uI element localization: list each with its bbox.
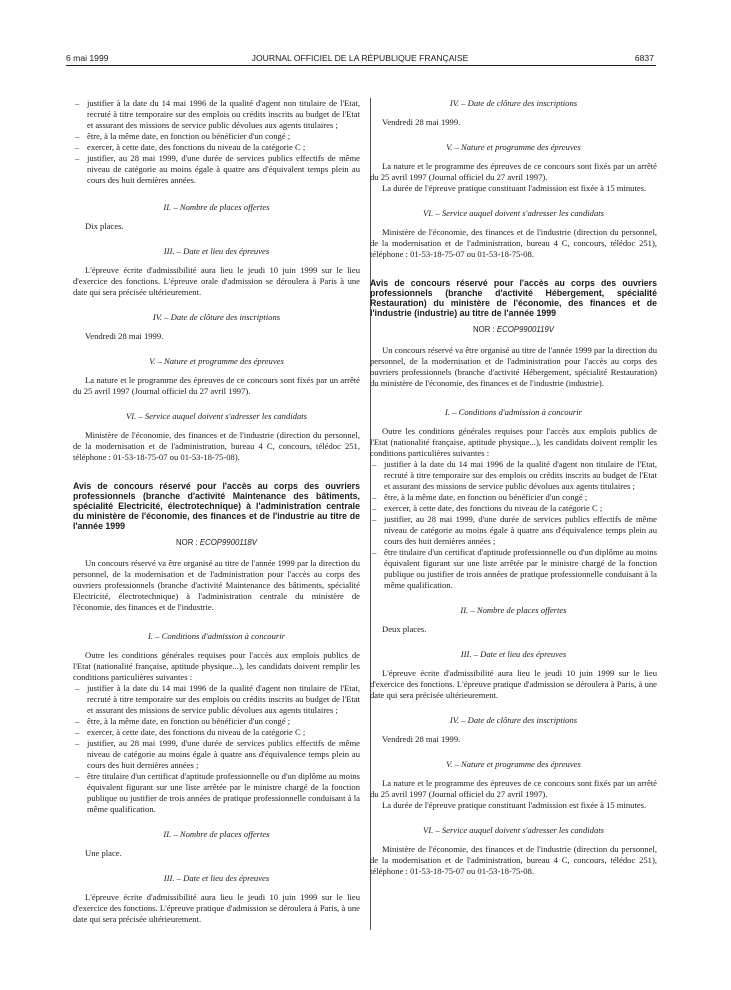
list-item: – être titulaire d'un certificat d'aptitude professionnelle ou d'un diplôme au moins équivalent figurant sur une liste arrêtée par le ministre chargé de la fonction publique ou justifier de trois années de pratique professionnelle conduisant à la même qualification. bbox=[372, 547, 657, 590]
list-item: – être, à la même date, en fonction ou bénéficier d'un congé ; bbox=[75, 716, 291, 726]
paragraph: La nature et le programme des épreuves de ce concours sont fixés par un arrêté du 25 avril 1997 (Journal officiel du 27 avril 1997). bbox=[370, 161, 657, 182]
paragraph: Vendredi 28 mai 1999. bbox=[382, 117, 461, 127]
section-heading: III. – Date et lieu des épreuves bbox=[460, 649, 567, 659]
section-heading: IV. – Date de clôture des inscriptions bbox=[449, 715, 578, 725]
section-heading: VI. – Service auquel doivent s'adresser les candidats bbox=[423, 825, 604, 835]
section-heading: V. – Nature et programme des épreuves bbox=[446, 142, 581, 152]
section-heading: VI. – Service auquel doivent s'adresser les candidats bbox=[423, 208, 604, 218]
list-item: – justifier à la date du 14 mai 1996 de la qualité d'agent non titulaire de l'Etat, recruté à titre temporaire sur des emplois ou crédits inscrits au budget de l'Etat et assurant des missions de service public dévolues aux agents titulaires ; bbox=[75, 683, 360, 715]
nor-reference: NOR : ECOP9900119V bbox=[473, 325, 554, 334]
list-item: – justifier, au 28 mai 1999, d'une durée de services publics effectifs de même niveau de catégorie au moins égale à quatre ans d'équivalent temps plein au cours des huit dernières années. bbox=[75, 153, 360, 185]
bullet-list-top bbox=[73, 98, 360, 186]
paragraph: Outre les conditions générales requises pour l'accès aux emplois publics de l'Etat (nationalité française, aptitude physique...), les candidats doivent remplir les conditions particulières suivantes : bbox=[73, 650, 360, 682]
section-heading: II. – Nombre de places offertes bbox=[163, 829, 270, 839]
header-page-number: 6837 bbox=[634, 53, 654, 63]
notice-title: Avis de concours réservé pour l'accès au corps des ouvriers professionnels (branche d'activité Hébergement, spécialité Restauration) du ministère de l'économie, des finances et de l'industrie (industrie) au titre de l'année 1999 bbox=[370, 278, 657, 318]
list-item: – exercer, à cette date, des fonctions du niveau de la catégorie C ; bbox=[75, 142, 306, 152]
section-heading: II. – Nombre de places offertes bbox=[460, 605, 567, 615]
paragraph: Un concours réservé va être organisé au titre de l'année 1999 par la direction du personnel, de la modernisation et de l'administration pour l'accès au corps des ouvriers professionnels (branche d'activité Hébergement, spécialité Restauration) du ministère de l'économie, des finances et de l'industrie (industrie). bbox=[370, 345, 657, 388]
list-item: – exercer, à cette date, des fonctions du niveau de la catégorie C ; bbox=[75, 727, 306, 737]
paragraph: Vendredi 28 mai 1999. bbox=[85, 331, 164, 341]
paragraph: Une place. bbox=[85, 848, 122, 858]
list-item: – exercer, à cette date, des fonctions du niveau de la catégorie C ; bbox=[372, 503, 603, 513]
page-header bbox=[66, 53, 654, 65]
paragraph: La durée de l'épreuve pratique constituant l'admission est fixée à 15 minutes. bbox=[382, 183, 647, 193]
left-column bbox=[73, 98, 360, 925]
paragraph: La durée de l'épreuve pratique constituant l'admission est fixée à 15 minutes. bbox=[382, 800, 647, 810]
bullet-list bbox=[73, 683, 360, 815]
paragraph: La nature et le programme des épreuves de ce concours sont fixés par un arrêté du 25 avril 1997 (Journal officiel du 27 avril 1997). bbox=[73, 375, 360, 396]
list-item: – être titulaire d'un certificat d'aptitude professionnelle ou d'un diplôme au moins équivalent figurant sur une liste arrêtée par le ministre chargé de la fonction publique ou justifier de trois années de pratique professionnelle conduisant à la même qualification. bbox=[75, 771, 360, 814]
paragraph: L'épreuve écrite d'admissibilité aura lieu le jeudi 10 juin 1999 sur le lieu d'exercice des fonctions. L'épreuve pratique d'admission se déroulera à Paris, à une date qui sera précisée ultérieurement. bbox=[370, 668, 657, 700]
section-heading: III. – Date et lieu des épreuves bbox=[163, 246, 270, 256]
paragraph: L'épreuve écrite d'admissibilité aura lieu le jeudi 10 juin 1999 sur le lieu d'exercice des fonctions. L'épreuve pratique d'admission se déroulera à Paris, à une date qui sera précisée ultérieurement. bbox=[73, 892, 360, 924]
paragraph: Vendredi 28 mai 1999. bbox=[382, 734, 461, 744]
header-date: 6 mai 1999 bbox=[66, 53, 109, 63]
notice-title: Avis de concours réservé pour l'accès au corps des ouvriers professionnels (branche d'activité Maintenance des bâtiments, spécialité Electricité, électrotechnique) à l'administration centrale du ministère de l'économie, des finances et de l'industrie au titre de l'année 1999 bbox=[73, 481, 360, 531]
list-item: – justifier à la date du 14 mai 1996 de la qualité d'agent non titulaire de l'Etat, recruté à titre temporaire sur des emplois ou crédits inscrits au budget de l'Etat et assurant des missions de service public dévolues aux agents titulaires ; bbox=[372, 459, 657, 491]
list-item: – justifier, au 28 mai 1999, d'une durée de services publics effectifs de même niveau de catégorie au moins égale à quatre ans d'équivalence temps plein au cours des huit dernières années ; bbox=[75, 738, 360, 770]
list-item: – être, à la même date, en fonction ou bénéficier d'un congé ; bbox=[372, 492, 588, 502]
paragraph: Deux places. bbox=[382, 624, 427, 634]
list-item: – justifier à la date du 14 mai 1996 de la qualité d'agent non titulaire de l'Etat, recruté à titre temporaire sur des emplois ou crédits inscrits au budget de l'Etat et assurant des missions de service public dévolues aux agents titulaires ; bbox=[75, 98, 360, 130]
paragraph: Outre les conditions générales requises pour l'accès aux emplois publics de l'Etat (nationalité française, aptitude physique...), les candidats doivent remplir les conditions particulières suivantes : bbox=[370, 426, 657, 458]
section-heading: II. – Nombre de places offertes bbox=[163, 202, 270, 212]
list-item: – justifier, au 28 mai 1999, d'une durée de services publics effectifs de même niveau de catégorie au moins égale à quatre ans d'équivalence temps plein au cours des huit dernières années ; bbox=[372, 514, 657, 546]
section-heading: V. – Nature et programme des épreuves bbox=[149, 356, 284, 366]
paragraph: Ministère de l'économie, des finances et de l'industrie (direction du personnel, de la modernisation et de l'administration, bureau 4 C, concours, télédoc 251, téléphone : 01-53-18-75-07 ou 01-53-18-75-08). bbox=[73, 430, 360, 462]
paragraph: Ministère de l'économie, des finances et de l'industrie (direction du personnel, de la modernisation et de l'administration, bureau 4 C, concours, télédoc 251), téléphone : 01-53-18-75-07 ou 01-53-18-75-08. bbox=[370, 227, 657, 259]
header-rule bbox=[66, 65, 656, 66]
paragraph: Dix places. bbox=[85, 221, 124, 231]
paragraph: La nature et le programme des épreuves de ce concours sont fixés par un arrêté du 25 avril 1997 (Journal officiel du 27 avril 1997). bbox=[370, 778, 657, 799]
section-heading: III. – Date et lieu des épreuves bbox=[163, 873, 270, 883]
section-heading: V. – Nature et programme des épreuves bbox=[446, 759, 581, 769]
right-column bbox=[370, 98, 657, 877]
paragraph: Un concours réservé va être organisé au titre de l'année 1999 par la direction du personnel, de la modernisation et de l'administration pour l'accès au corps des ouvriers professionnels (branche d'activité Maintenance des bâtiments, spécialité Electricité, électrotechnique) à l'administration centrale du ministère de l'économie, des finances et de l'industrie. bbox=[73, 558, 360, 612]
paragraph: L'épreuve écrite d'admissibilité aura lieu le jeudi 10 juin 1999 sur le lieu d'exercice des fonctions. L'épreuve orale d'admission se déroulera à Paris à une date qui sera précisée ultérieurement. bbox=[73, 265, 360, 297]
section-heading: I. – Conditions d'admission à concourir bbox=[445, 407, 582, 417]
section-heading: VI. – Service auquel doivent s'adresser les candidats bbox=[126, 411, 307, 421]
list-item: – être, à la même date, en fonction ou bénéficier d'un congé ; bbox=[75, 131, 291, 141]
paragraph: Ministère de l'économie, des finances et de l'industrie (direction du personnel, de la modernisation et de l'administration, bureau 4 C, concours, télédoc 251), téléphone : 01-53-18-75-07 ou 01-53-18-75-08. bbox=[370, 844, 657, 876]
header-title: JOURNAL OFFICIEL DE LA RÉPUBLIQUE FRANÇAISE bbox=[251, 53, 469, 63]
section-heading: I. – Conditions d'admission à concourir bbox=[148, 631, 285, 641]
section-heading: IV. – Date de clôture des inscriptions bbox=[152, 312, 281, 322]
nor-reference: NOR : ECOP9900118V bbox=[176, 538, 257, 547]
bullet-list bbox=[370, 459, 657, 591]
section-heading: IV. – Date de clôture des inscriptions bbox=[449, 98, 578, 108]
